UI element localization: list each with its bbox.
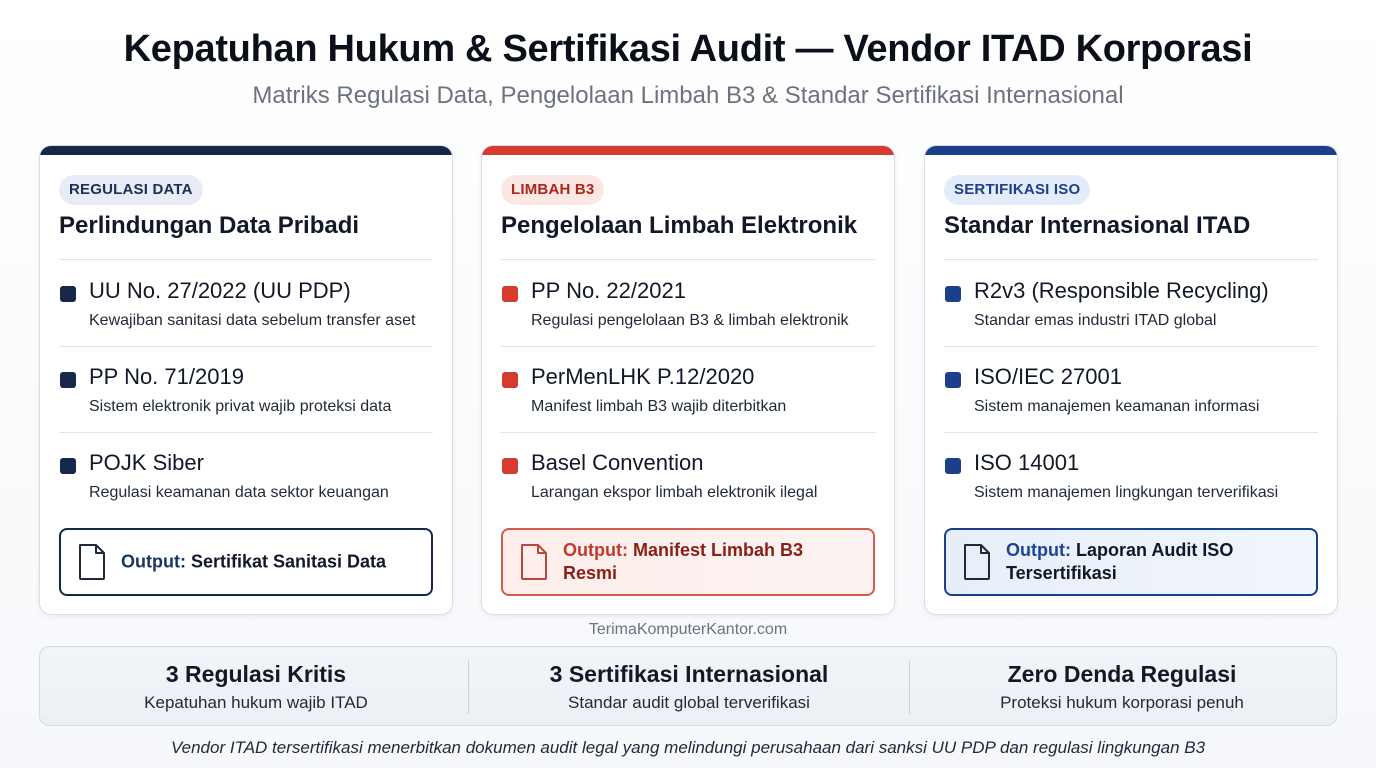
card-title: Perlindungan Data Pribadi: [59, 212, 360, 239]
divider: [59, 432, 433, 433]
page-subtitle: Matriks Regulasi Data, Pengelolaan Limbah B3 & Standar Sertifikasi Internasional: [252, 82, 1124, 109]
document-icon: [519, 543, 549, 581]
stat-subtitle: Kepatuhan hukum wajib ITAD: [144, 693, 368, 712]
page-title: Kepatuhan Hukum & Sertifikasi Audit — Vendor ITAD Korporasi: [123, 28, 1253, 70]
category-badge: SERTIFIKASI ISO: [944, 175, 1090, 205]
divider: [501, 346, 875, 347]
output-box: [944, 528, 1318, 596]
standard-name: ISO 14001: [974, 450, 1080, 475]
stat-title: 3 Sertifikasi Internasional: [549, 661, 829, 687]
output-value: Sertifikat Sanitasi Data: [190, 551, 387, 572]
category-badge: LIMBAH B3: [501, 175, 604, 205]
output-label: Output:: [1006, 540, 1071, 560]
stat-zero-penalty: [906, 647, 1338, 727]
card-accent-bar: [925, 146, 1337, 155]
standard-description: Standar emas industri ITAD global: [974, 312, 1217, 329]
square-bullet-icon: [945, 372, 961, 388]
square-bullet-icon: [945, 458, 961, 474]
card-accent-bar: [40, 146, 452, 155]
regulation-description: Regulasi pengelolaan B3 & limbah elektronik: [531, 312, 849, 329]
square-bullet-icon: [60, 458, 76, 474]
regulation-name: PP No. 22/2021: [531, 278, 686, 303]
output-label: Output:: [121, 551, 186, 572]
square-bullet-icon: [60, 286, 76, 302]
regulation-description: Larangan ekspor limbah elektronik ilegal: [531, 484, 818, 501]
output-text: [563, 539, 853, 585]
output-value: Laporan Audit ISO Tersertifikasi: [1006, 540, 1234, 583]
card-electronic-waste: [481, 145, 895, 615]
regulation-description: Regulasi keamanan data sektor keuangan: [89, 484, 389, 501]
card-title: Pengelolaan Limbah Elektronik: [501, 212, 858, 239]
stat-title: Zero Denda Regulasi: [1007, 661, 1237, 687]
square-bullet-icon: [945, 286, 961, 302]
regulation-name: Basel Convention: [531, 450, 704, 475]
standard-name: R2v3 (Responsible Recycling): [974, 278, 1269, 303]
output-label: Output:: [563, 540, 628, 560]
stat-certifications: [473, 647, 905, 727]
output-text: [1006, 539, 1296, 585]
output-box: [59, 528, 433, 596]
divider: [501, 432, 875, 433]
footer-note: Vendor ITAD tersertifikasi menerbitkan dokumen audit legal yang melindungi perusahaan dari sanksi UU PDP dan regulasi lingkungan B3: [170, 738, 1206, 757]
card-title: Standar Internasional ITAD: [944, 212, 1251, 239]
card-data-protection: [39, 145, 453, 615]
standard-description: Sistem manajemen keamanan informasi: [974, 398, 1260, 415]
square-bullet-icon: [60, 372, 76, 388]
square-bullet-icon: [502, 286, 518, 302]
divider: [501, 259, 875, 260]
stats-bar: [39, 646, 1337, 726]
divider: [944, 432, 1318, 433]
card-accent-bar: [482, 146, 894, 155]
regulation-name: PP No. 71/2019: [89, 364, 244, 389]
card-iso-certification: [924, 145, 1338, 615]
stat-divider: [468, 660, 469, 714]
stat-title: 3 Regulasi Kritis: [165, 661, 347, 687]
divider: [944, 259, 1318, 260]
regulation-description: Kewajiban sanitasi data sebelum transfer aset: [89, 312, 416, 329]
output-value: Manifest Limbah B3 Resmi: [563, 540, 804, 583]
regulation-description: Sistem elektronik privat wajib proteksi data: [89, 398, 392, 415]
divider: [59, 346, 433, 347]
square-bullet-icon: [502, 458, 518, 474]
standard-name: ISO/IEC 27001: [974, 364, 1122, 389]
regulation-description: Manifest limbah B3 wajib diterbitkan: [531, 398, 787, 415]
regulation-name: UU No. 27/2022 (UU PDP): [89, 278, 351, 303]
document-icon: [77, 543, 107, 581]
watermark: TerimaKomputerKantor.com: [588, 621, 788, 638]
stat-subtitle: Standar audit global terverifikasi: [568, 693, 810, 712]
regulation-name: POJK Siber: [89, 450, 204, 475]
divider: [944, 346, 1318, 347]
square-bullet-icon: [502, 372, 518, 388]
standard-description: Sistem manajemen lingkungan terverifikasi: [974, 484, 1279, 501]
output-box: [501, 528, 875, 596]
document-icon: [962, 543, 992, 581]
category-badge: REGULASI DATA: [59, 175, 203, 205]
divider: [59, 259, 433, 260]
regulation-name: PerMenLHK P.12/2020: [531, 364, 755, 389]
stat-subtitle: Proteksi hukum korporasi penuh: [1000, 693, 1244, 712]
output-text: [121, 551, 411, 574]
stat-regulations: [40, 647, 472, 727]
